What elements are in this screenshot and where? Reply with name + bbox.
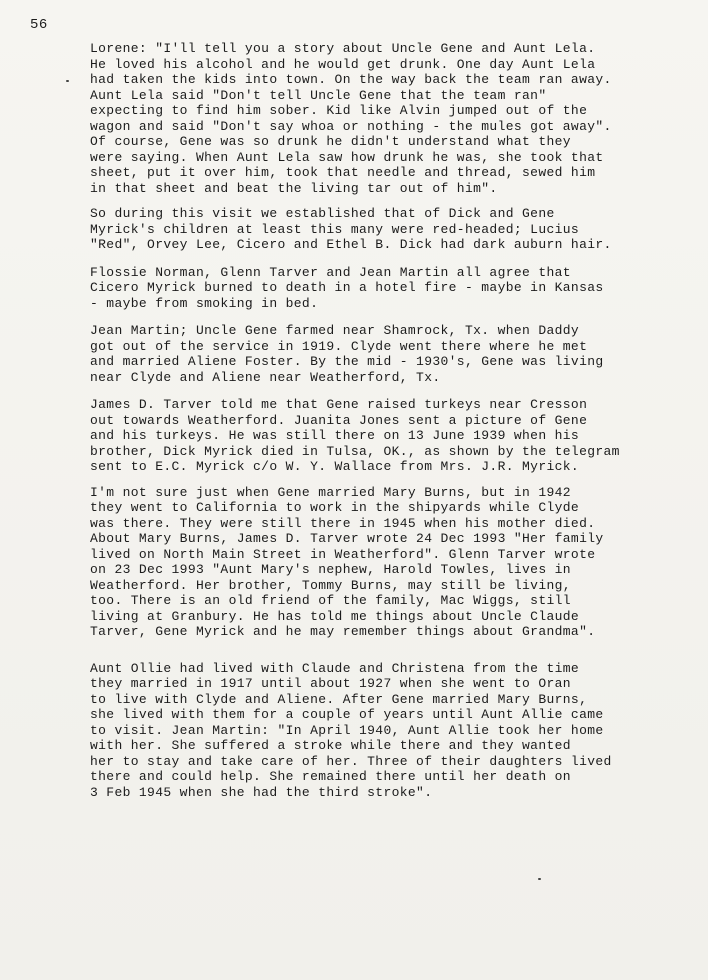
text-line: 3 Feb 1945 when she had the third stroke". <box>90 784 433 800</box>
text-line: I'm not sure just when Gene married Mary Burns, but in 1942 <box>90 484 571 500</box>
text-line: James D. Tarver told me that Gene raised turkeys near Cresson <box>90 397 588 412</box>
text-line: Aunt Lela said "Don't tell Uncle Gene that the team ran" <box>90 87 547 103</box>
text-line: had taken the kids into town. On the way back the team ran away. <box>90 72 612 87</box>
text-line: expecting to find him sober. Kid like Alvin jumped out of the <box>90 103 588 118</box>
text-line: too. There is an old friend of the family, Mac Wiggs, still <box>90 593 571 608</box>
text-line: were saying. When Aunt Lela saw how drunk he was, she took that <box>90 149 604 165</box>
text-line: Lorene: "I'll tell you a story about Uncle Gene and Aunt Lela. <box>90 41 596 56</box>
text-line: on 23 Dec 1993 "Aunt Mary's nephew, Harold Towles, lives in <box>90 562 571 577</box>
text-line: So during this visit we established that of Dick and Gene <box>90 206 555 221</box>
text-line: near Clyde and Aliene near Weatherford, Tx. <box>90 369 441 385</box>
text-line: Weatherford. Her brother, Tommy Burns, may still be living, <box>90 577 571 593</box>
text-line: sheet, put it over him, took that needle and thread, sewed him <box>90 165 596 180</box>
text-line: "Red", Orvey Lee, Cicero and Ethel B. Dick had dark auburn hair. <box>90 237 612 252</box>
stray-mark <box>66 80 69 82</box>
document-body <box>90 41 668 800</box>
paragraph <box>90 397 668 475</box>
text-line: Cicero Myrick burned to death in a hotel fire - maybe in Kansas <box>90 280 604 295</box>
text-line: she lived with them for a couple of years until Aunt Allie came <box>90 707 604 722</box>
text-line: He loved his alcohol and he would get drunk. One day Aunt Lela <box>90 56 596 72</box>
text-line: there and could help. She remained there until her death on <box>90 769 571 784</box>
text-line: was there. They were still there in 1945 when his mother died. <box>90 515 596 531</box>
text-line: lived on North Main Street in Weatherford". Glenn Tarver wrote <box>90 546 596 562</box>
text-line: Jean Martin; Uncle Gene farmed near Shamrock, Tx. when Daddy <box>90 323 580 338</box>
text-line: Flossie Norman, Glenn Tarver and Jean Martin all agree that <box>90 264 571 280</box>
text-line: living at Granbury. He has told me things about Uncle Claude <box>90 608 580 624</box>
text-line: Of course, Gene was so drunk he didn't understand what they <box>90 134 571 149</box>
paragraph <box>90 206 668 253</box>
text-line: they went to California to work in the shipyards while Clyde <box>90 500 580 515</box>
text-line: sent to E.C. Myrick c/o W. Y. Wallace from Mrs. J.R. Myrick. <box>90 459 580 474</box>
paragraph <box>90 661 668 801</box>
text-line: got out of the service in 1919. Clyde went there where he met <box>90 338 588 354</box>
text-line: Aunt Ollie had lived with Claude and Christena from the time <box>90 660 580 676</box>
paragraph <box>90 485 668 640</box>
text-line: they married in 1917 until about 1927 when she went to Oran <box>90 676 571 691</box>
text-line: - maybe from smoking in bed. <box>90 295 319 311</box>
text-line: to visit. Jean Martin: "In April 1940, Aunt Allie took her home <box>90 722 604 738</box>
text-line: wagon and said "Don't say whoa or nothing - the mules got away". <box>90 118 612 134</box>
text-line: About Mary Burns, James D. Tarver wrote 24 Dec 1993 "Her family <box>90 531 604 546</box>
paragraph <box>90 265 668 312</box>
stray-mark <box>538 878 541 880</box>
paragraph <box>90 323 668 385</box>
text-line: Myrick's children at least this many were red-headed; Lucius <box>90 221 580 237</box>
text-line: out towards Weatherford. Juanita Jones sent a picture of Gene <box>90 412 588 428</box>
text-line: brother, Dick Myrick died in Tulsa, OK., as shown by the telegram <box>90 443 620 459</box>
page-number: 56 <box>30 17 48 33</box>
text-line: her to stay and take care of her. Three of their daughters lived <box>90 753 612 769</box>
text-line: and married Aliene Foster. By the mid - 1930's, Gene was living <box>90 354 604 369</box>
paragraph <box>90 41 668 196</box>
text-line: Tarver, Gene Myrick and he may remember things about Grandma". <box>90 624 596 639</box>
text-line: to live with Clyde and Aliene. After Gene married Mary Burns, <box>90 691 588 707</box>
text-line: with her. She suffered a stroke while there and they wanted <box>90 738 571 753</box>
text-line: in that sheet and beat the living tar out of him". <box>90 180 498 196</box>
text-line: and his turkeys. He was still there on 13 June 1939 when his <box>90 428 580 443</box>
